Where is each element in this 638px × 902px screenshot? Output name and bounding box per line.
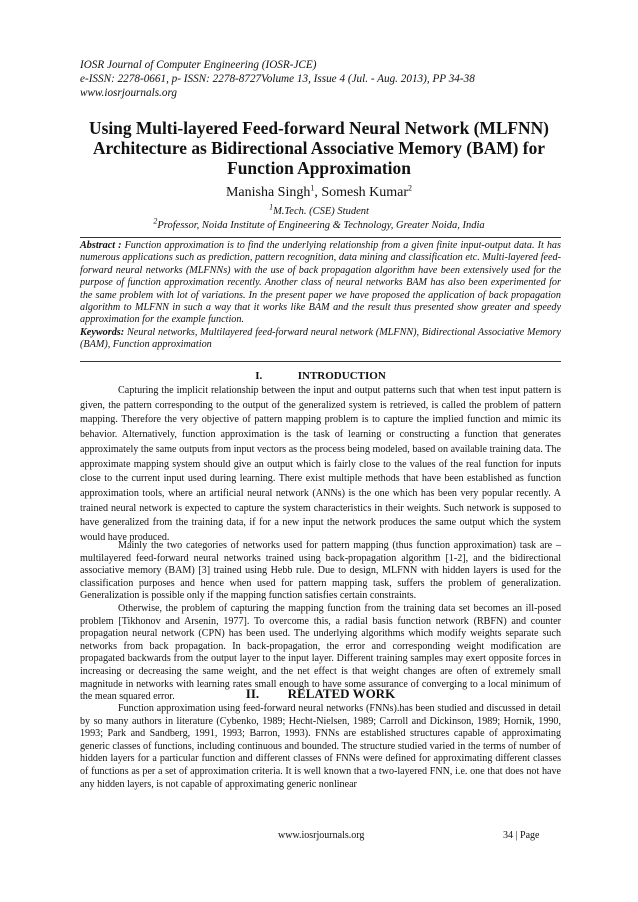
affiliation-2-text: Professor, Noida Institute of Engineering & Technology, Greater Noida, India <box>157 220 485 231</box>
section-1-paragraph-2: Mainly the two categories of networks used for pattern mapping (thus function approximation) task are – multilayered feed-forward neural networks trained using back-propagation algorithm [1-2], and the bidirectional associative memory (BAM) [3] trained using Hebb rule. Due to design, MLFNN with hidden layers is used for the classification purposes and hence when used for pattern mapping task, suffers the problem of generalization. Generalization is possible only if the mapping function satisfies certain constraints. <box>80 540 561 602</box>
journal-name: IOSR Journal of Computer Engineering (IOSR-JCE) <box>80 59 317 71</box>
journal-url: www.iosrjournals.org <box>80 87 177 99</box>
affiliation-1 <box>60 202 578 217</box>
section-2-number: II. <box>245 686 260 701</box>
author-line <box>60 185 578 201</box>
journal-issn: e-ISSN: 2278-0661, p- ISSN: 2278-8727Volume 13, Issue 4 (Jul. - Aug. 2013), PP 34-38 <box>80 73 475 85</box>
affiliation-1-mark: 1 <box>269 202 274 212</box>
section-1-title: INTRODUCTION <box>297 370 386 382</box>
abstract-top-rule <box>80 237 561 238</box>
author-separator: , <box>314 185 322 200</box>
abstract-paragraph <box>80 240 561 327</box>
author-1-mark: 1 <box>310 183 315 193</box>
abstract-bottom-rule <box>80 361 561 362</box>
journal-header <box>80 58 475 100</box>
section-2-paragraph-1: Function approximation using feed-forward neural networks (FNNs).has been studied and discussed in detail by so many authors in literature (Cybenko, 1989; Hecht-Nielsen, 1989; Carroll and Dickinson, 1989; Hornik, 1990, 1993; Park and Sandberg, 1991, 1993; Barron, 1993). FNNs are established structures capable of approximating generic classes of functions, including continuous and bounded. The structure studied varied in the terms of number of hidden layers for a particular function and different classes of FNNs were defined for approximating different classes of functions as per a set of approximation criteria. It is well known that a two-layered FNN, i.e. one that does not have any hidden layers, is not capable of approximating generic nonlinear <box>80 703 561 790</box>
section-1-paragraph-1: Capturing the implicit relationship between the input and output patterns such that when test input pattern is given, the pattern corresponding to the output of the generalized system is retrieved, is called the problem of pattern mapping. Therefore the very objective of pattern mapping problem is to capture the implied function and mimic its behavior. Alternatively, function approximation is the task of learning or constructing a function that generates approximately the same outputs from input vectors as the process being modeled, based on available training data. The approximate mapping system should give an output which is fairly close to the values of the real function for inputs close to the current input used during learning. There exist multiple methods that have been established as function approximation tools, where an artificial neural network (ANNs) is the one which has been very popular recently. A trained neural network is expected to capture the system characteristics in their weights. Such network is supposed to have generalized from the training data, if for a new input the network produces the same output which the system would have produced. <box>80 385 561 544</box>
abstract-text: Function approximation is to find the underlying relationship from a given finite input-output data. It has numerous applications such as prediction, pattern recognition, data mining and classification etc. Multi-layered feed-forward neural networks (MLFNNs) with the use of back propagation algorithm have been extensively used for the purpose of function approximation recently. Another class of neural networks BAM has also been experimented for the same problem with lot of variations. In the present paper we have proposed the application of back propagation algorithm to MLFNN in such a way that it works like BAM and the result thus presented show greater and speedy approximation for the example function. <box>80 240 561 326</box>
section-2-title: RELATED WORK <box>287 686 396 701</box>
abstract-label: Abstract : <box>80 240 122 251</box>
keywords-text: Neural networks, Multilayered feed-forward neural network (MLFNN), Bidirectional Associative Memory (BAM), Function approximation <box>80 326 561 351</box>
author-1: Manisha Singh <box>225 185 311 200</box>
keywords-label: Keywords: <box>80 326 125 338</box>
affiliation-1-text: M.Tech. (CSE) Student <box>273 206 369 217</box>
author-2-mark: 2 <box>408 183 413 193</box>
section-1-number: I. <box>255 370 263 382</box>
section-2-heading <box>80 686 561 702</box>
section-1-paragraph-3: Otherwise, the problem of capturing the mapping function from the training data set becomes an ill-posed problem [Tikhonov and Arsenin, 1977]. To overcome this, a radial basis function network (RBFN) and counter propagation neural network (CPN) has been used. The underlying algorithms which modify weights separate such networks from back propagation. In back-propagation, the error and corresponding weight modification are propagated backwards from the output layer to the input layer. Different training samples may exert opposite forces in increasing or decreasing the same weight, and the net effect is that weight changes are often of extremely small magnitude in networks with learning rates small enough to have some assurance of converging to a local minimum of the mean squared error. <box>80 602 561 703</box>
footer-page-number: 34 | Page <box>503 830 540 841</box>
section-1-heading <box>80 370 561 382</box>
author-2: Somesh Kumar <box>321 185 409 200</box>
footer-url: www.iosrjournals.org <box>278 830 365 841</box>
section-1-body-2 <box>80 540 561 704</box>
affiliation-2-mark: 2 <box>153 216 158 226</box>
keywords-paragraph <box>80 327 561 352</box>
abstract-block <box>80 240 561 352</box>
affiliation-2 <box>60 216 578 231</box>
paper-title: Using Multi-layered Feed-forward Neural Network (MLFNN) Architecture as Bidirectional Associative Memory (BAM) for Function Approximation <box>89 118 549 178</box>
